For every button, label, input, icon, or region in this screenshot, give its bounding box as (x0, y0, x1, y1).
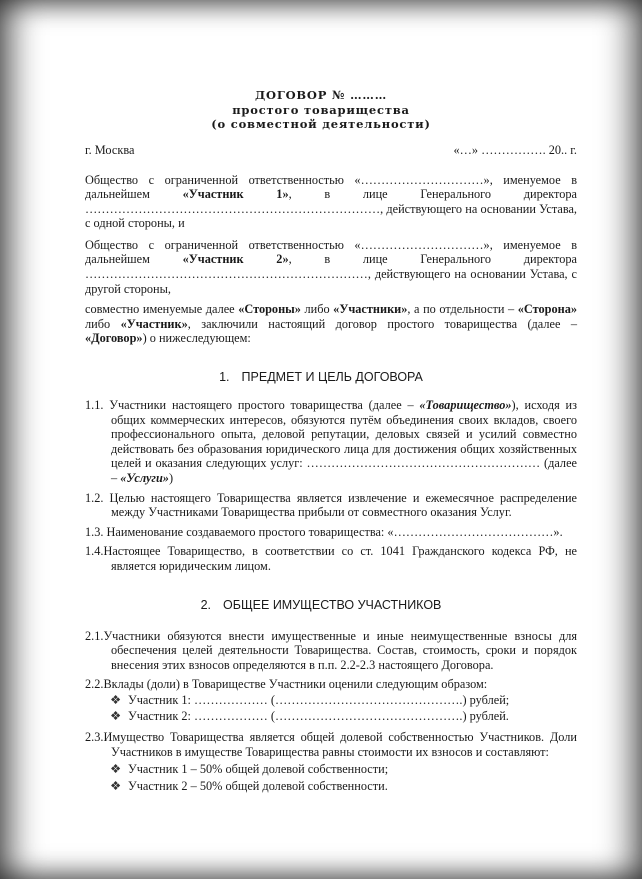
bullet-list-shares (110, 761, 642, 794)
text-segment: , в лице Генерального директора ………………………………………………………………, действующего на основании Устава, с одной стороны, и (85, 187, 577, 231)
parties-paragraph (85, 302, 577, 346)
text-segment: 2.1.Участники обязуются внести имущественные и иные неимущественные взносы для обеспечения целей деятельности Товарищества. Состав, стоимость, сроки и порядок внесения этих взносов определяются в п.п. 2.2-2.3 настоящего Договора. (85, 628, 577, 672)
defined-term: «Товарищество» (419, 398, 512, 413)
text-segment: 2.3.Имущество Товарищества является общей долевой собственностью Участников. Доли Участников в имуществе Товарищества равны стоимости их взносов и составляют: (85, 729, 577, 759)
contract-title: ДОГОВОР № ……… (255, 88, 387, 102)
defined-term: «Договор» (85, 331, 143, 346)
defined-term: «Участники» (333, 302, 408, 317)
list-item (110, 778, 642, 795)
clause-1-3 (85, 525, 577, 540)
clause-1-1 (85, 398, 577, 486)
list-item-text: Участник 1: ……………… (……………………………………….) рублей; (128, 692, 510, 707)
list-item-text: Участник 2 – 50% общей долевой собственности. (128, 778, 388, 793)
text-segment: , а по отдельности – (407, 302, 518, 317)
list-item (110, 761, 642, 778)
bullet-icon: ❖ (110, 778, 122, 793)
bullet-icon: ❖ (110, 692, 122, 707)
list-item-text: Участник 2: ……………… (……………………………………….) рублей. (128, 709, 509, 724)
section-1-heading (0, 370, 642, 385)
section-number: 2. (200, 597, 212, 612)
clause-1-4 (85, 544, 577, 573)
section-number: 1. (219, 370, 230, 385)
text-segment: 2.2.Вклады (доли) в Товариществе Участники оценили следующим образом: (85, 677, 488, 692)
defined-term: «Сторона» (517, 302, 577, 317)
text-segment: ), исходя из общих коммерческих интересов, обязуются путём объединения своих вкладов, своего профессионального опыта, деловой репутации, деловых связей и усилий совместно действовать без образования юридического лица для достижения общих хозяйственных целей и оказания следующих услуг: ………………………………………………… (далее – (111, 398, 577, 485)
clause-2-3 (85, 730, 577, 759)
section-title: ПРЕДМЕТ И ЦЕЛЬ ДОГОВОРА (241, 370, 423, 385)
party-1-paragraph (85, 173, 577, 231)
list-item (110, 692, 642, 709)
defined-term: «Участник» (120, 316, 188, 331)
bullet-icon: ❖ (110, 762, 122, 777)
party-2-paragraph (85, 238, 577, 296)
section-title: ОБЩЕЕ ИМУЩЕСТВО УЧАСТНИКОВ (223, 597, 442, 612)
defined-term: «Стороны» (238, 302, 301, 317)
text-segment: либо (300, 302, 334, 317)
text-segment: 1.2. Целью настоящего Товарищества является извлечение и ежемесячное распределение между Участниками Товарищества прибыли от совместного оказания Услуг. (85, 490, 577, 520)
defined-term: «Участник 2» (182, 252, 289, 267)
text-segment: 1.4.Настоящее Товарищество, в соответствии со ст. 1041 Гражданского кодекса РФ, не является юридическим лицом. (85, 544, 577, 573)
text-segment: , заключили настоящий договор простого товарищества (далее – (187, 316, 577, 331)
place: г. Москва (85, 142, 135, 157)
text-segment: ) о нижеследующем: (142, 331, 251, 346)
bullet-icon: ❖ (110, 709, 122, 724)
text-segment: , в лице Генерального директора ……………………………………………………………, действующего на основании Устава, с другой стороны, (85, 252, 577, 296)
section-2-heading (0, 598, 642, 613)
text-segment: 1.1. Участники настоящего простого товарищества (далее – (85, 398, 420, 413)
list-item (110, 708, 642, 725)
text-segment: либо (85, 316, 121, 331)
text-segment: ) (168, 471, 174, 485)
text-segment: Общество с ограниченной ответственностью «…………………………», именуемое в дальнейшем (85, 237, 577, 267)
place-date-row (85, 143, 577, 158)
contract-subtitle: простого товарищества (232, 102, 410, 117)
defined-term: «Участник 1» (182, 187, 289, 202)
text-segment: 1.3. Наименование создаваемого простого товарищества: «…………………………………». (85, 524, 563, 539)
date: «…» ……………. 20.. г. (453, 142, 577, 157)
bullet-list-contributions (110, 692, 642, 725)
list-item-text: Участник 1 – 50% общей долевой собственности; (128, 762, 389, 777)
text-segment: совместно именуемые далее (85, 302, 239, 317)
clause-1-2 (85, 491, 577, 520)
defined-term: «Услуги» (120, 471, 169, 485)
clause-2-1 (85, 629, 577, 673)
clause-2-2 (85, 677, 577, 692)
contract-subtitle-2: (о совместной деятельности) (211, 117, 431, 131)
text-segment: Общество с ограниченной ответственностью «…………………………», именуемое в дальнейшем (85, 172, 577, 202)
